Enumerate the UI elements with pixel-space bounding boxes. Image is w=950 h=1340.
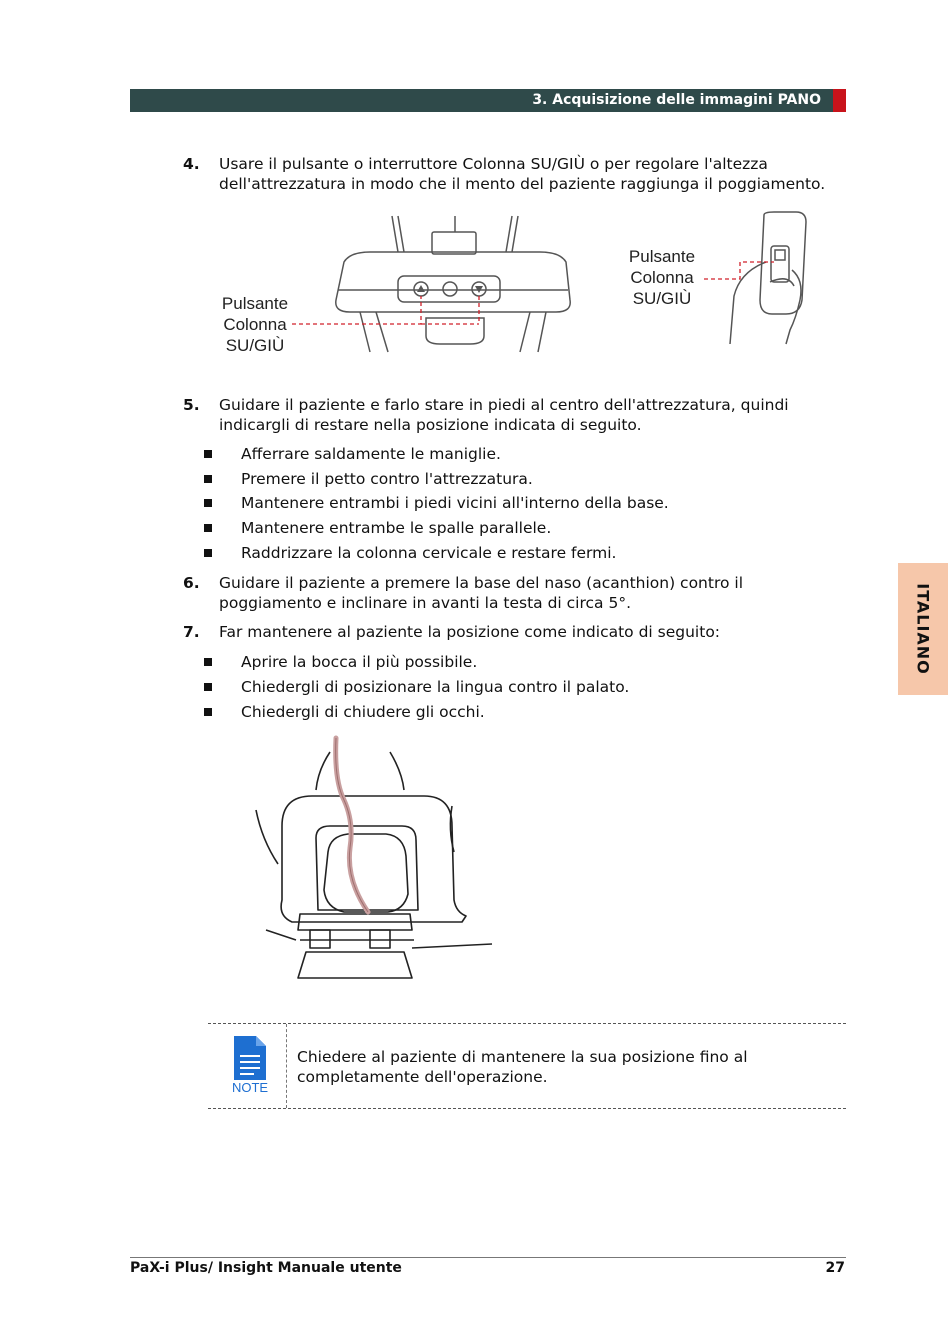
language-tab-label: ITALIANO: [913, 583, 933, 675]
callout-line: Pulsante: [628, 247, 696, 266]
step-text: Far mantenere al paziente la posizione come indicato di seguito:: [219, 623, 721, 641]
list-item-text: Aprire la bocca il più possibile.: [241, 653, 478, 671]
language-tab: [898, 563, 948, 695]
callout-line: SU/GIÙ: [632, 289, 692, 308]
step-number: 4.: [183, 155, 200, 173]
note-icon-label: NOTE: [231, 1080, 269, 1095]
callout-line: Colonna: [223, 315, 287, 334]
list-item-text: Chiedergli di chiudere gli occhi.: [241, 703, 485, 721]
callout-line: Pulsante: [221, 294, 289, 313]
list-item-text: Afferrare saldamente le maniglie.: [241, 445, 501, 463]
callout-line: SU/GIÙ: [225, 336, 285, 355]
section-header: 3. Acquisizione delle immagini PANO: [130, 89, 833, 112]
note-box: [208, 1023, 846, 1109]
list-item-text: Mantenere entrambi i piedi vicini all'interno della base.: [241, 494, 669, 512]
step-number: 5.: [183, 396, 200, 414]
footer-divider: [130, 1257, 846, 1258]
list-item-text: Chiedergli di posizionare la lingua contro il palato.: [241, 678, 630, 696]
list-item-text: Premere il petto contro l'attrezzatura.: [241, 470, 533, 488]
step-number: 6.: [183, 574, 200, 592]
step-text: Guidare il paziente e farlo stare in piedi al centro dell'attrezzatura, quindi indicargli di restare nella posizione indicata di seguito.: [219, 396, 789, 434]
footer-manual-title: PaX-i Plus/ Insight Manuale utente: [130, 1260, 402, 1276]
step-text: Usare il pulsante o interruttore Colonna SU/GIÙ o per regolare l'altezza dell'attrezzatura in modo che il mento del paziente raggiunga il poggiamento.: [219, 155, 826, 193]
list-item-text: Mantenere entrambe le spalle parallele.: [241, 519, 552, 537]
step-text: Guidare il paziente a premere la base del naso (acanthion) contro il poggiamento e inclinare in avanti la testa di circa 5°.: [219, 574, 744, 612]
note-divider: [286, 1024, 287, 1108]
page-number: 27: [825, 1260, 845, 1276]
callout-line: Colonna: [630, 268, 694, 287]
step-number: 7.: [183, 623, 200, 641]
note-text: Chiedere al paziente di mantenere la sua posizione fino al completamente dell'operazione.: [297, 1048, 748, 1086]
list-item-text: Raddrizzare la colonna cervicale e restare fermi.: [241, 544, 617, 562]
